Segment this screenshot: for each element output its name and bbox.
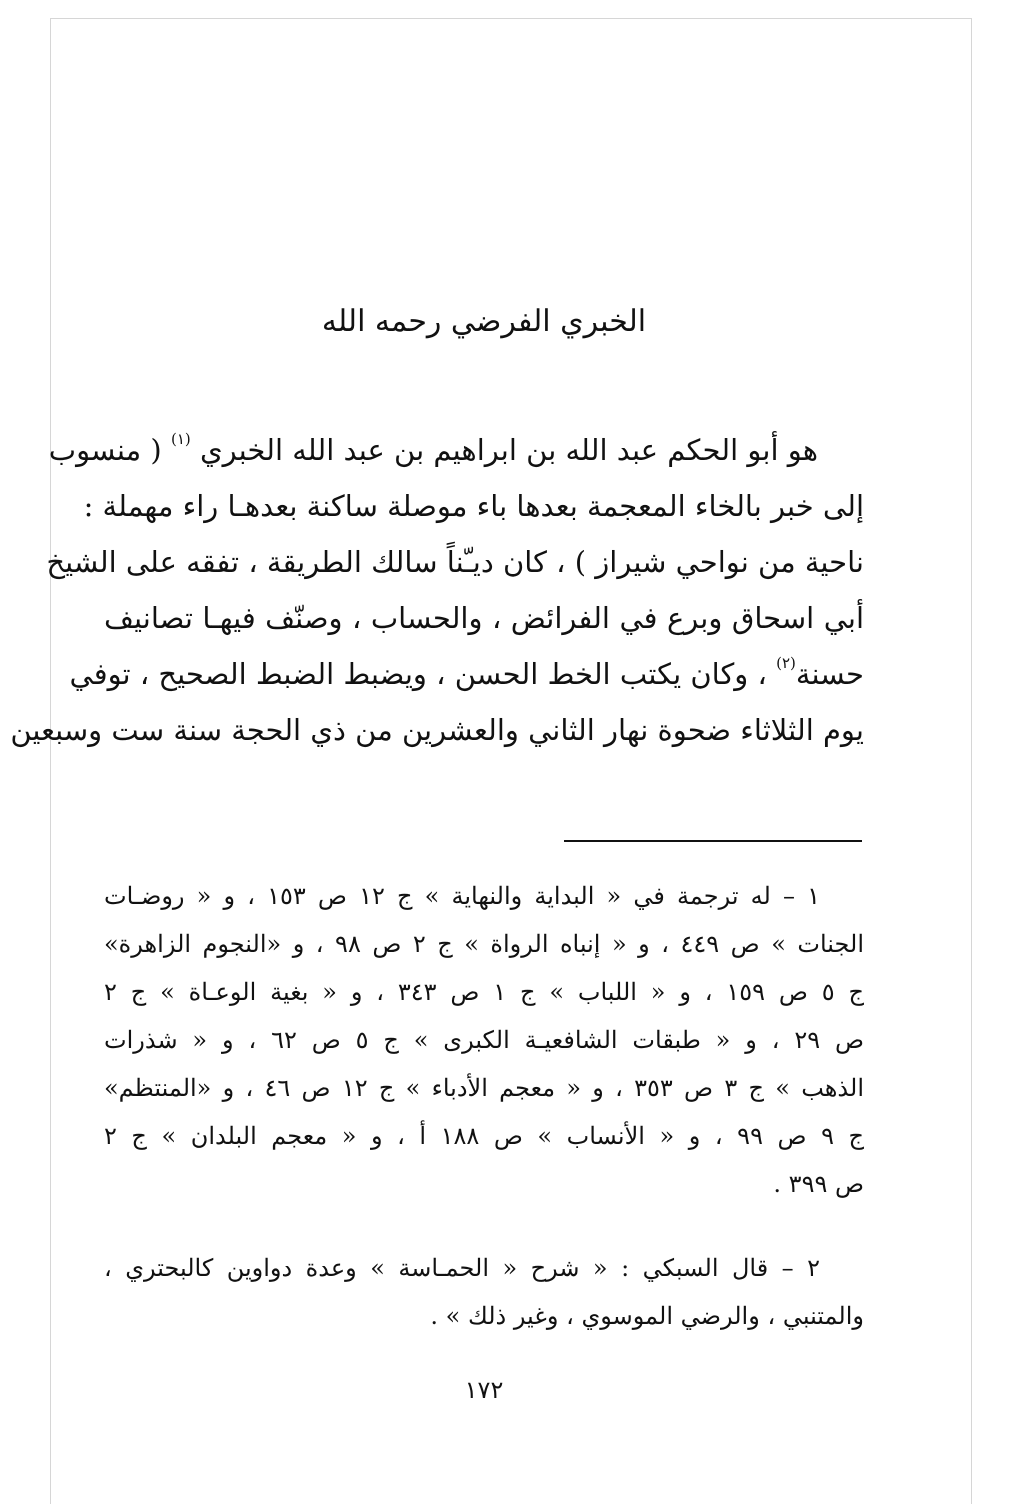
footnote-line: الذهب » ج ٣ ص ٣٥٣ ، و « معجم الأدباء » ج ١٢ ص ٤٦ ، و «المنتظم» — [104, 1074, 864, 1102]
body-line: يوم الثلاثاء ضحوة نهار الثاني والعشرين من ذي الحجة سنة ست وسبعين — [10, 713, 864, 747]
body-line — [48, 422, 864, 478]
page-title: الخبري الفرضي رحمه الله — [321, 304, 647, 339]
body-line-tail: ( منسوب — [48, 433, 162, 467]
footnote-line: الجنات » ص ٤٤٩ ، و « إنباه الرواة » ج ٢ ص ٩٨ ، و «النجوم الزاهرة» — [104, 930, 864, 958]
body-line-head: حسنة — [795, 657, 864, 691]
footnote-line: ص ٢٩ ، و « طبقات الشافعيـة الكبرى » ج ٥ ص ٦٢ ، و « شذرات — [104, 1026, 864, 1054]
footnote-ref-1[interactable]: (١) — [170, 430, 191, 448]
footnote-line: والمتنبي ، والرضي الموسوي ، وغير ذلك » . — [430, 1302, 864, 1330]
footnote-ref-2[interactable]: (٢) — [776, 654, 796, 672]
body-line-text: هو أبو الحكم عبد الله بن ابراهيم بن عبد الله الخبري — [199, 433, 818, 467]
footnote-line: ٢ – قال السبكي : « شرح « الحمـاسة » وعدة دواوين كالبحتري ، — [104, 1254, 820, 1282]
footnote-line: ١ – له ترجمة في « البداية والنهاية » ج ١٢ ص ١٥٣ ، و « روضـات — [104, 882, 821, 910]
page-number: ١٧٢ — [464, 1376, 504, 1404]
footnote-2 — [104, 1244, 864, 1340]
body-line-text: ، وكان يكتب الخط الحسن ، ويضبط الضبط الصحيح ، توفي — [69, 657, 767, 691]
body-line: أبي اسحاق وبرع في الفرائض ، والحساب ، وصنّف فيهـا تصانيف — [104, 601, 864, 635]
footnote-line: ج ٩ ص ٩٩ ، و « الأنساب » ص ١٨٨ أ ، و « معجم البلدان » ج ٢ — [104, 1122, 864, 1150]
body-line — [69, 646, 864, 702]
footnote-line: ج ٥ ص ١٥٩ ، و « اللباب » ج ١ ص ٣٤٣ ، و « بغية الوعـاة » ج ٢ — [104, 978, 864, 1006]
footnote-1 — [104, 872, 864, 1208]
footnote-line: ص ٣٩٩ . — [773, 1170, 864, 1198]
body-line: إلى خبر بالخاء المعجمة بعدها باء موصلة ساكنة بعدهـا راء مهملة : — [83, 489, 864, 523]
body-text — [10, 422, 864, 758]
body-line: ناحية من نواحي شيراز ) ، كان ديـّناً سالك الطريقة ، تفقه على الشيخ — [46, 545, 864, 579]
footnote-separator — [564, 840, 862, 842]
